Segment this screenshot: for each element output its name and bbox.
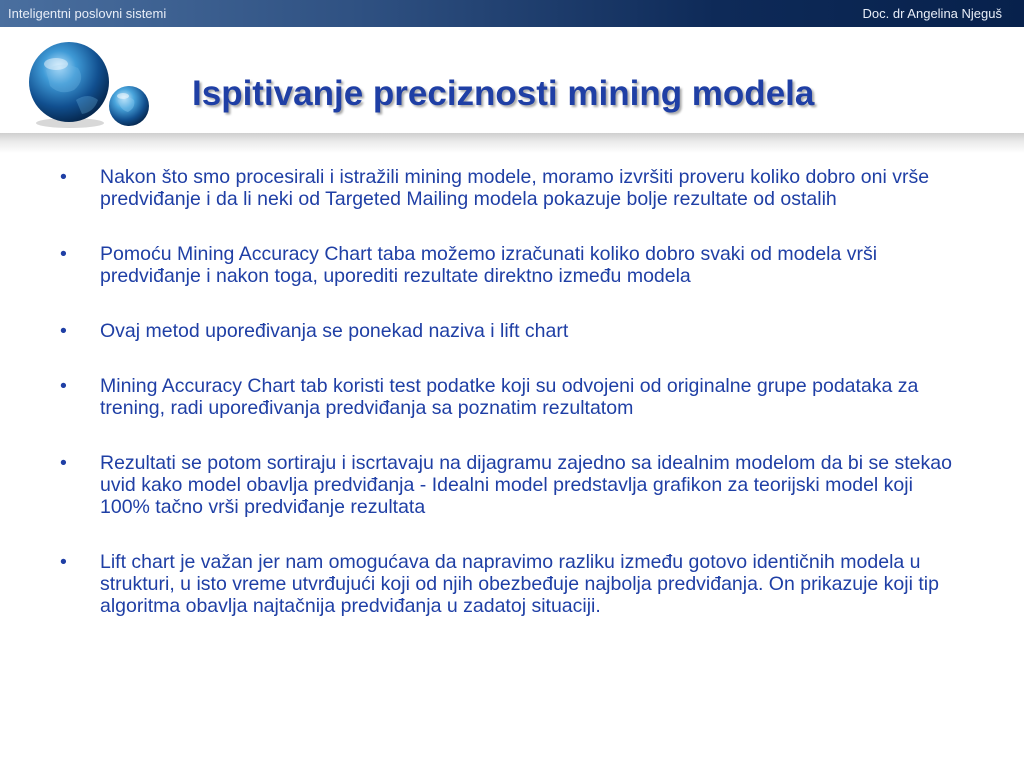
list-item [60, 375, 965, 419]
top-bar [0, 0, 1024, 27]
list-item [60, 320, 965, 342]
course-name: Inteligentni poslovni sistemi [8, 6, 167, 21]
list-item [60, 243, 965, 287]
bullet-text: Ovaj metod upoređivanja se ponekad naziva i lift chart [100, 320, 569, 342]
list-item [60, 551, 965, 617]
list-item [60, 452, 965, 518]
list-item [60, 166, 965, 210]
bullet-icon: • [60, 452, 67, 474]
bullet-icon: • [60, 166, 67, 188]
bullet-icon: • [60, 320, 67, 342]
bullet-list [60, 166, 965, 650]
header-divider [0, 133, 1024, 153]
bullet-icon: • [60, 551, 67, 573]
page-title: Ispitivanje preciznosti mining modela [192, 74, 815, 113]
bullet-text: Nakon što smo procesirali i istražili mining modele, moramo izvršiti proveru koliko dobro oni vrše predviđanje i da li neki od Targeted Mailing modela pokazuje bolje rezultate od ostalih [100, 166, 930, 210]
bullet-text: Pomoću Mining Accuracy Chart taba možemo izračunati koliko dobro svaki od modela vrši predviđanje i nakon toga, uporediti rezultate direktno između modela [100, 243, 878, 287]
bullet-text: Mining Accuracy Chart tab koristi test podatke koji su odvojeni od originalne grupe podataka za trening, radi upoređivanja predviđanja sa poznatim rezultatom [100, 375, 919, 419]
bullet-text: Lift chart je važan jer nam omogućava da napravimo razliku između gotovo identičnih modela u strukturi, u isto vreme utvrđujući koji od njih obezbeđuje najbolja predviđanja. On prikazuje koji tip algoritma obavlja najtačnija predviđanja u zadatoj situaciji. [100, 551, 939, 617]
author-name: Doc. dr Angelina Njeguš [862, 6, 1002, 21]
bullet-icon: • [60, 243, 67, 265]
bullet-text: Rezultati se potom sortiraju i iscrtavaju na dijagramu zajedno sa idealnim modelom da bi se stekao uvid kako model obavlja predviđanja - Idealni model predstavlja grafikon za teorijski model koji 100% tačno vrši predviđanje rezultata [100, 452, 952, 518]
bullet-icon: • [60, 375, 67, 397]
globe-logo-icon [26, 40, 156, 132]
